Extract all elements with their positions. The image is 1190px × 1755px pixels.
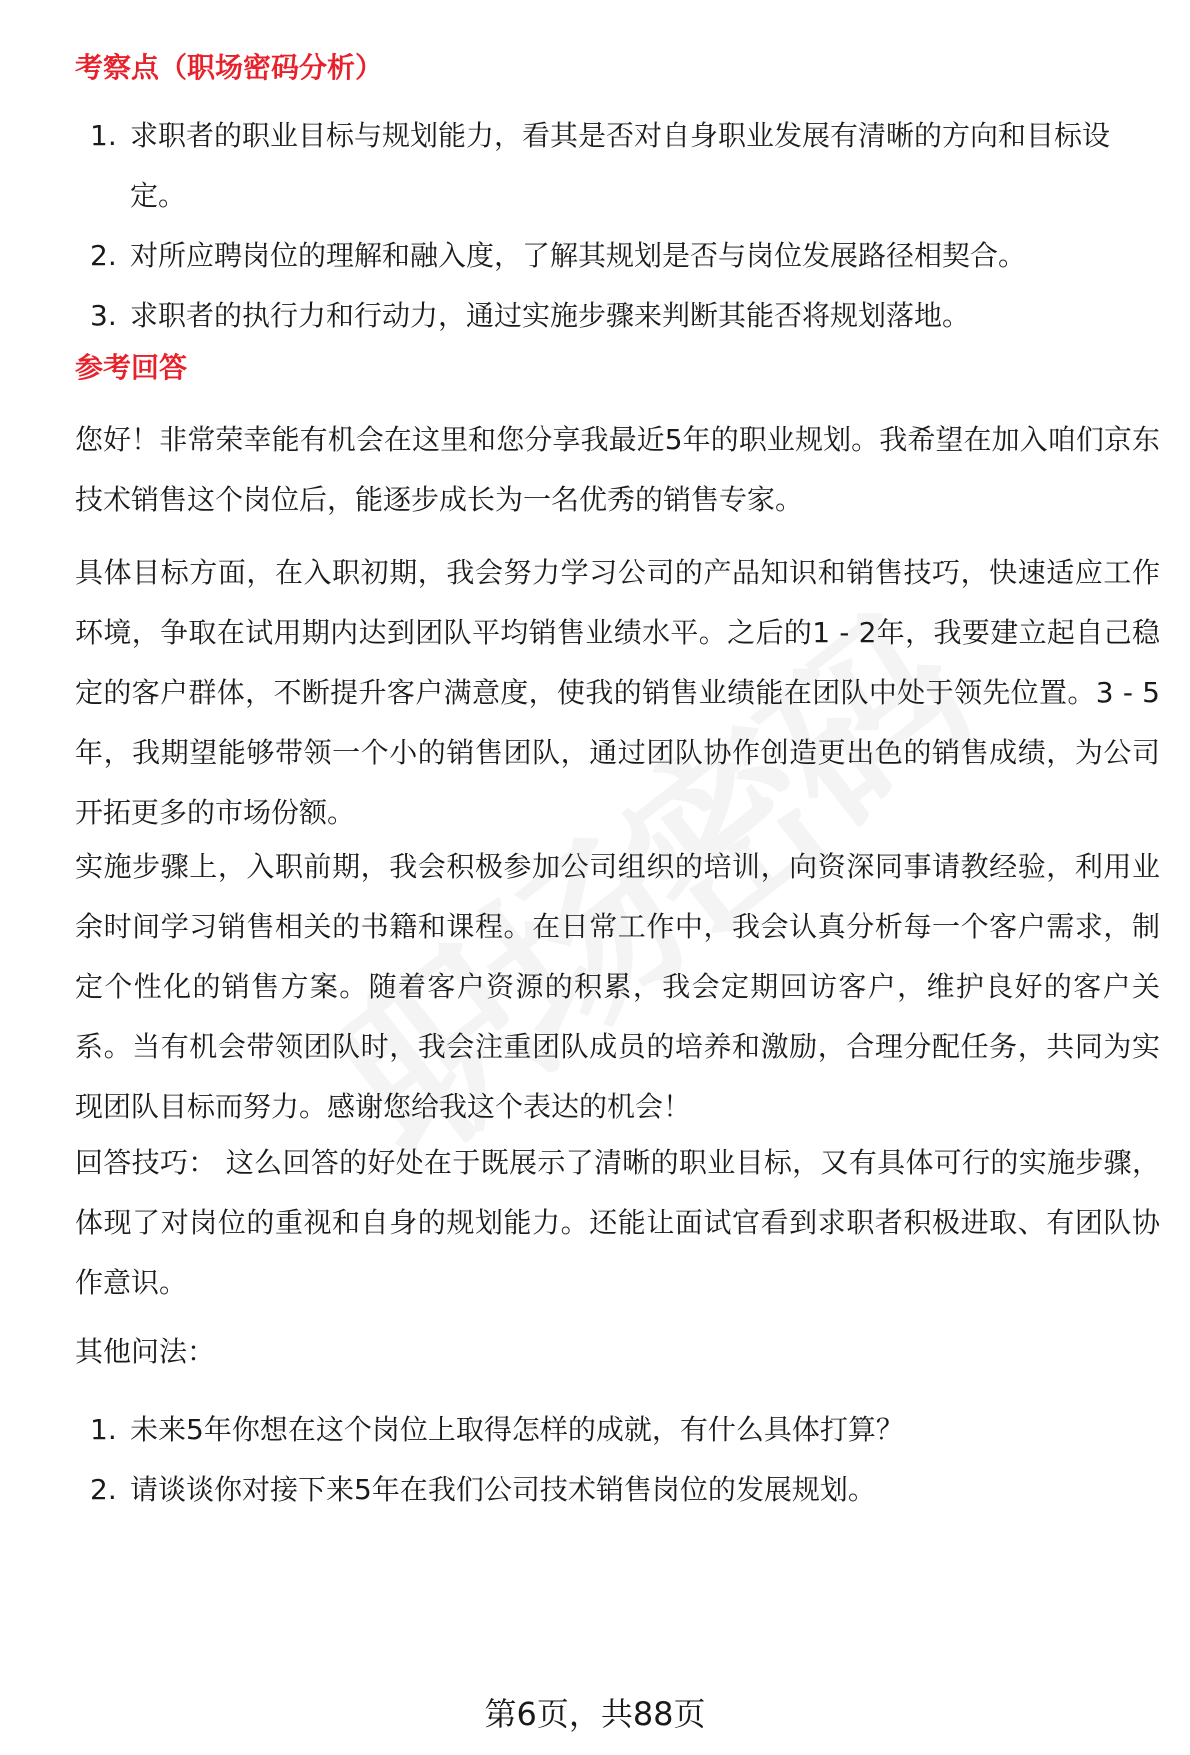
list-item: [75, 1460, 1160, 1520]
page-number-footer: 第6页，共88页: [484, 1695, 706, 1733]
list-item-number: 3.: [90, 299, 117, 332]
section-title-reference-answer: 参考回答: [75, 351, 188, 384]
answer-paragraph-steps: 实施步骤上，入职前期，我会积极参加公司组织的培训，向资深同事请教经验，利用业余时间学习销售相关的书籍和课程。在日常工作中，我会认真分析每一个客户需求，制定个性化的销售方案。随着客户资源的积累，我会定期回访客户，维护良好的客户关系。当有机会带领团队时，我会注重团队成员的培养和激励，合理分配任务，共同为实现团队目标而努力。感谢您给我这个表达的机会！: [75, 850, 1160, 1123]
list-item-text: 求职者的职业目标与规划能力，看其是否对自身职业发展有清晰的方向和目标设定。: [130, 119, 1111, 212]
list-item-text: 未来5年你想在这个岗位上取得怎样的成就，有什么具体打算？: [130, 1413, 904, 1446]
list-item-number: 2.: [90, 1473, 117, 1506]
list-item: [75, 226, 1160, 286]
section-title-examination-points: 考察点（职场密码分析）: [75, 51, 384, 84]
list-item-number: 1.: [90, 1413, 117, 1446]
list-item-text: 请谈谈你对接下来5年在我们公司技术销售岗位的发展规划。: [130, 1473, 876, 1506]
answer-paragraph-intro: 您好！非常荣幸能有机会在这里和您分享我最近5年的职业规划。我希望在加入咱们京东技术销售这个岗位后，能逐步成长为一名优秀的销售专家。: [75, 423, 1160, 516]
answer-tips-paragraph: 回答技巧： 这么回答的好处在于既展示了清晰的职业目标，又有具体可行的实施步骤，体现了对岗位的重视和自身的规划能力。还能让面试官看到求职者积极进取、有团队协作意识。: [75, 1146, 1160, 1299]
answer-paragraph-goals: 具体目标方面，在入职初期，我会努力学习公司的产品知识和销售技巧，快速适应工作环境，争取在试用期内达到团队平均销售业绩水平。之后的1 - 2年，我要建立起自己稳定的客户群体，不断提升客户满意度，使我的销售业绩能在团队中处于领先位置。3 - 5年，我期望能够带领一个小的销售团队，通过团队协作创造更出色的销售成绩，为公司开拓更多的市场份额。: [75, 556, 1160, 829]
list-item-text: 求职者的执行力和行动力，通过实施步骤来判断其能否将规划落地。: [130, 299, 971, 332]
list-item-number: 2.: [90, 239, 117, 272]
list-item-number: 1.: [90, 119, 117, 152]
examination-points-list: [75, 106, 1160, 346]
other-questions-list: [75, 1400, 1160, 1520]
list-item: [75, 106, 1160, 226]
list-item: [75, 1400, 1160, 1460]
list-item-text: 对所应聘岗位的理解和融入度，了解其规划是否与岗位发展路径相契合。: [130, 239, 1027, 272]
other-questions-label: 其他问法：: [75, 1335, 216, 1368]
list-item: [75, 286, 1160, 346]
